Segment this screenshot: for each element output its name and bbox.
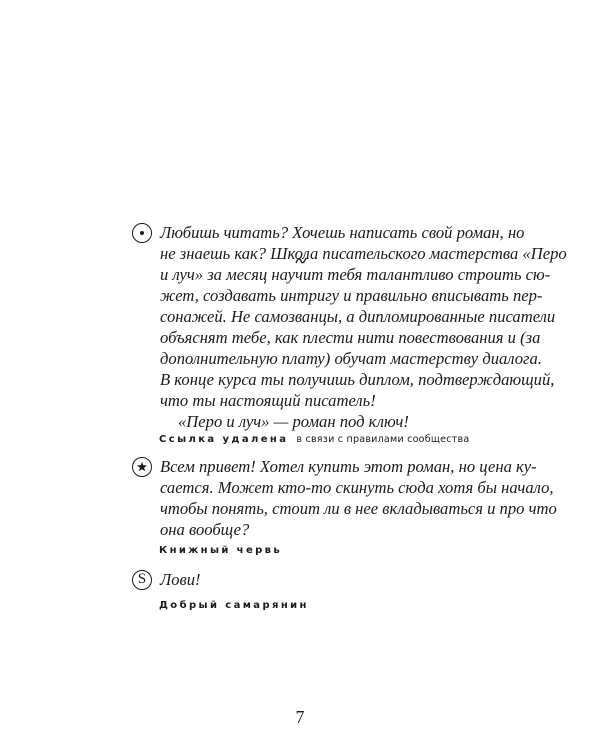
- signature-name: Добрый самарянин: [159, 600, 309, 611]
- post-line: и луч» за месяц нау чит тебя талантливо строить сю-: [160, 264, 528, 285]
- post-line: она вообще?: [160, 520, 250, 539]
- post-request: [133, 456, 557, 556]
- post-line: Лови!: [160, 570, 201, 589]
- signature-name: Книжный червь: [159, 545, 283, 556]
- post-line: Всем привет! Хотел купить этот роман, но цена ку-: [160, 457, 537, 476]
- post-reply: [133, 569, 528, 611]
- post-tagline: «Перо и луч» — роман под ключ!: [178, 412, 409, 431]
- post-line: жет, создавать интригу и правильно вписывать пер-: [160, 286, 543, 305]
- squiggle-mark: ч: [295, 264, 303, 285]
- dot-circle-icon: [132, 223, 152, 243]
- post-line: сонажей. Не самозванцы, а дипломированные писатели: [160, 307, 556, 326]
- signature-name: Ссылка удалена: [159, 434, 289, 445]
- post-line: чтобы понять, стоит ли в нее вкладываться и про что: [160, 499, 557, 518]
- post-line: сается. Может кто-то скинуть сюда хотя бы начало,: [160, 478, 554, 497]
- signature-row: [159, 538, 282, 557]
- post-ad: [133, 222, 567, 445]
- page-number: 7: [295, 707, 305, 727]
- star-circle-icon: [132, 457, 152, 477]
- signature-row: [159, 427, 469, 446]
- post-line: не знаешь как? Школа писательского мастерства «Перо: [160, 244, 567, 263]
- s-circle-icon: S: [132, 570, 152, 590]
- signature-note: в связи с правилами сообщества: [296, 434, 470, 445]
- post-body: [133, 456, 557, 540]
- post-line: дополнительную плату) обучат мастерству диалога.: [160, 349, 542, 368]
- post-line: что ты настоящий писатель!: [160, 391, 376, 410]
- signature-row: [159, 593, 309, 612]
- post-body: [133, 222, 567, 432]
- post-line: Любишь читать? Хочешь написать свой роман, но: [160, 223, 525, 242]
- post-line: объяснят тебе, как плести нити повествования и (за: [160, 328, 541, 347]
- post-body: [133, 569, 528, 590]
- post-line: В конце курса ты получишь диплом, подтверждающий,: [160, 370, 555, 389]
